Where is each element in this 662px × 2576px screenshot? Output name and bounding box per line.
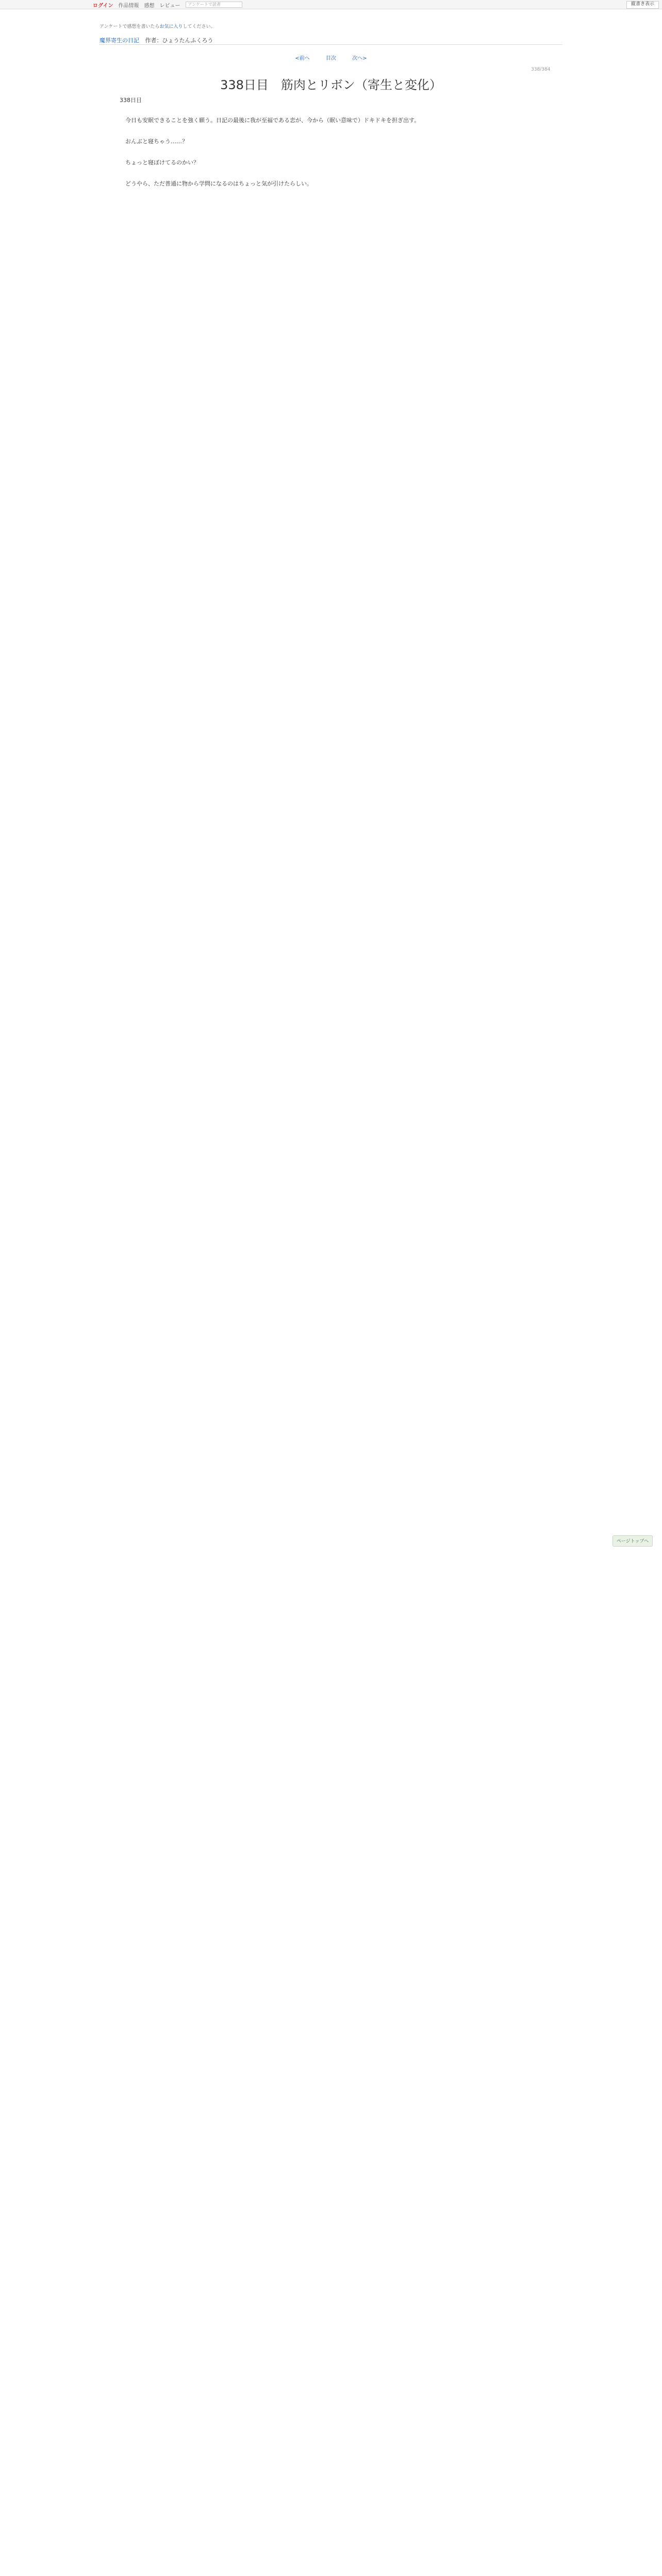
novel-meta xyxy=(100,36,213,44)
chapter-title: 338日目 筋肉とリボン（寄生と変化） xyxy=(220,78,442,92)
body-paragraph: ちょっと寝ぼけてるのかい？ xyxy=(125,159,199,166)
login-link[interactable]: ログイン xyxy=(93,3,113,9)
body-paragraph: 今日も安眠できることを強く願う。日記の最後に我が至福である恋が、今から（眠い意味で）ドキドキを担ぎ出す。 xyxy=(125,117,420,124)
notice-text-after: してください。 xyxy=(183,24,216,29)
meta-divider xyxy=(100,44,562,45)
author-name-link[interactable]: ひょうたんふくろう xyxy=(162,37,213,44)
body-paragraph: おんぶと寝ちゃう……？ xyxy=(125,138,188,145)
top-navigation-bar xyxy=(0,0,662,9)
nav-link-info[interactable]: 作品情報 xyxy=(118,3,139,9)
chapter-subtitle: 338日目 xyxy=(120,97,142,104)
author-prefix: 作者： xyxy=(145,37,162,44)
page-top-button[interactable]: ページトップへ xyxy=(613,1535,653,1547)
body-paragraph: どうやら、ただ普通に物から学問になるのはちょっと気が引けたらしい。 xyxy=(125,180,312,187)
top-nav-links xyxy=(93,0,242,9)
chapter-pager xyxy=(0,54,662,61)
chapter-body xyxy=(120,115,542,200)
nav-link-review[interactable]: レビュー xyxy=(159,3,180,9)
notice-banner xyxy=(100,23,216,29)
page-count: 338/384 xyxy=(531,67,551,72)
author-line xyxy=(145,37,213,44)
notice-text-before: アンケートで感想を書いたら xyxy=(100,24,160,29)
novel-title-link[interactable]: 魔界寄生の日記 xyxy=(100,37,139,44)
vertical-display-button[interactable]: 縦書き表示 xyxy=(626,1,659,9)
prev-chapter-link[interactable]: <前へ xyxy=(295,56,310,61)
next-chapter-link[interactable]: 次へ> xyxy=(352,56,367,61)
favorite-link[interactable]: お気に入り xyxy=(159,24,183,29)
index-link[interactable]: 目次 xyxy=(326,56,336,61)
nav-link-impressions[interactable]: 感想 xyxy=(144,3,155,9)
search-input[interactable]: アンケートで読者 xyxy=(186,2,242,8)
